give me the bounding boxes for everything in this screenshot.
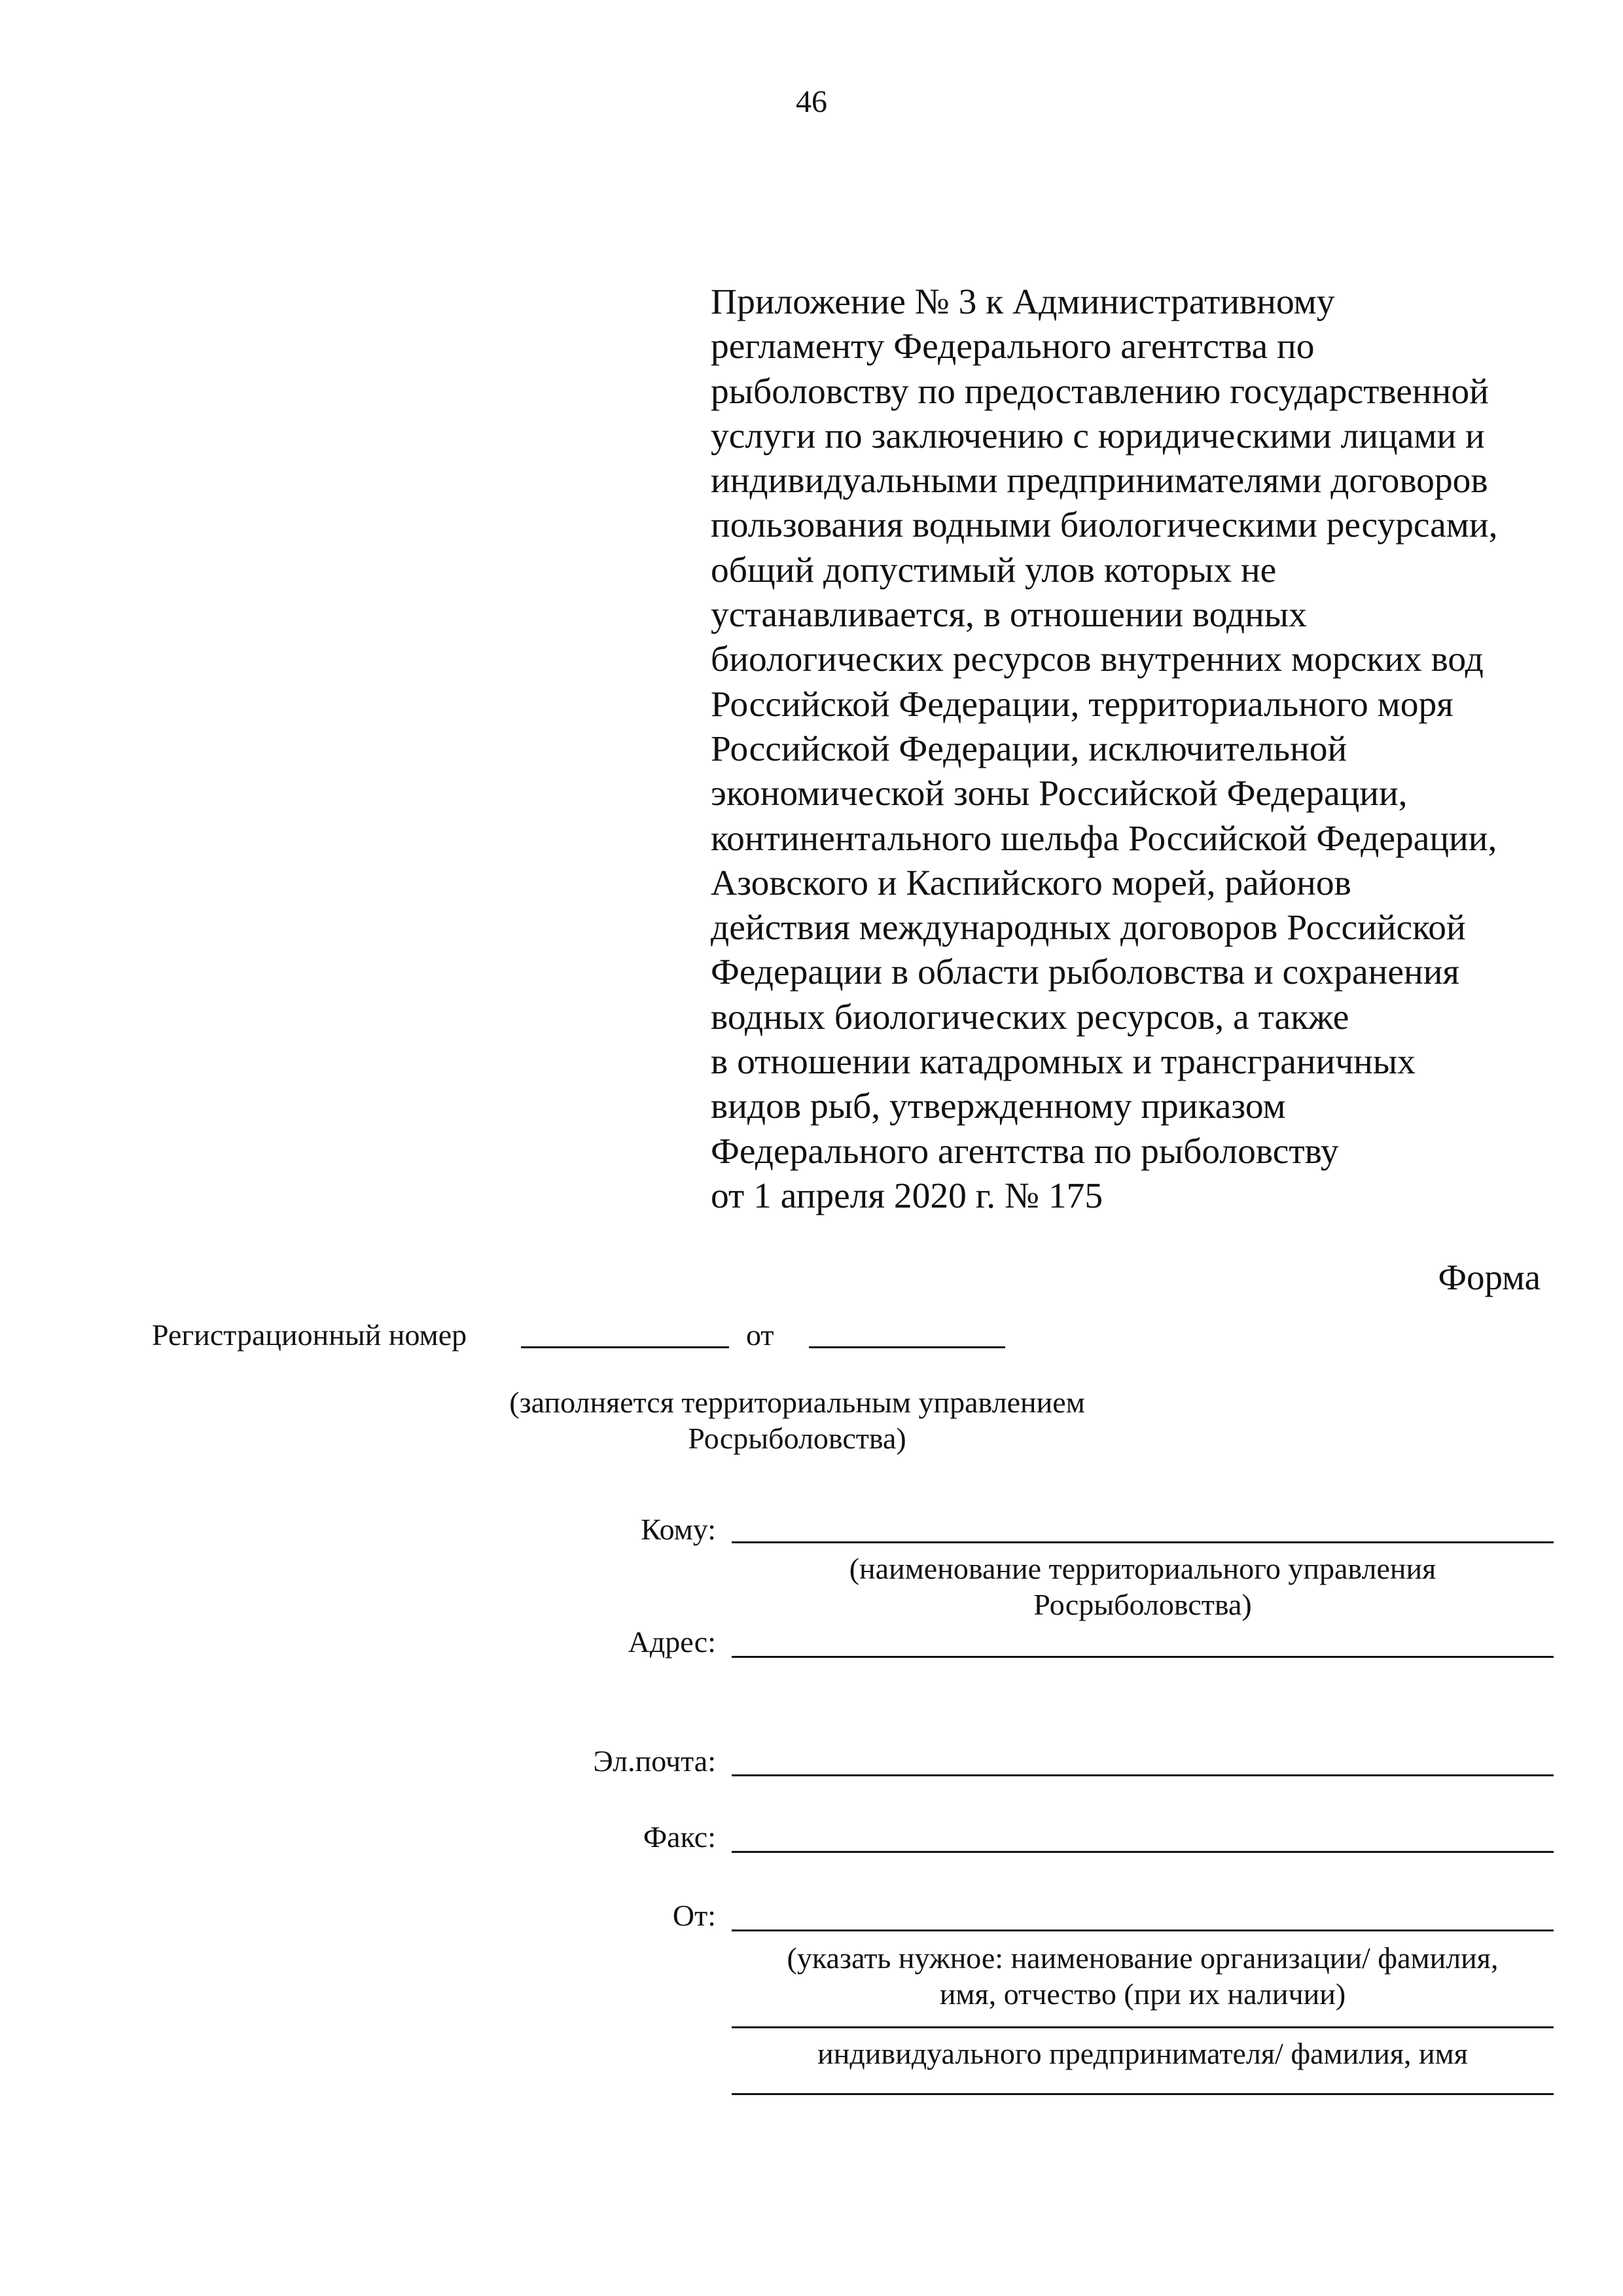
address-field[interactable] <box>732 1656 1554 1658</box>
appendix-line: биологических ресурсов внутренних морских вод <box>711 639 1484 680</box>
appendix-line: в отношении катадромных и трансграничных <box>711 1042 1416 1083</box>
appendix-line: водных биологических ресурсов, а также <box>711 997 1349 1037</box>
email-label: Эл.почта: <box>593 1744 716 1778</box>
registration-from-label: от <box>746 1318 774 1352</box>
from-field-line2[interactable] <box>732 2026 1554 2028</box>
appendix-line: от 1 апреля 2020 г. № 175 <box>711 1175 1103 1216</box>
appendix-line: Российской Федерации, территориального моря <box>711 684 1454 725</box>
appendix-line: общий допустимый улов которых не <box>711 550 1277 590</box>
email-field[interactable] <box>732 1774 1554 1776</box>
to-label: Кому: <box>641 1513 716 1546</box>
appendix-line: Российской Федерации, исключительной <box>711 728 1347 769</box>
from-note-line1: (указать нужное: наименование организации/ фамилия, <box>787 1941 1499 1975</box>
appendix-line: индивидуальными предпринимателями договоров <box>711 461 1488 501</box>
from-label: От: <box>672 1899 716 1932</box>
appendix-line: Приложение № 3 к Административному <box>711 282 1335 322</box>
from-field[interactable] <box>732 1929 1554 1931</box>
appendix-header <box>711 280 1588 1219</box>
appendix-line: континентального шельфа Российской Федерации, <box>711 818 1497 859</box>
appendix-line: Азовского и Каспийского морей, районов <box>711 863 1351 903</box>
appendix-line: Федерации в области рыболовства и сохранения <box>711 952 1459 993</box>
to-note-line2: Росрыболовства) <box>1033 1588 1252 1621</box>
appendix-line: видов рыб, утвержденному приказом <box>711 1086 1286 1127</box>
from-note-line2: имя, отчество (при их наличии) <box>939 1977 1346 2011</box>
to-note-line1: (наименование территориального управления <box>849 1552 1436 1585</box>
fax-field[interactable] <box>732 1851 1554 1853</box>
appendix-line: Федерального агентства по рыболовству <box>711 1131 1339 1172</box>
registration-note-line1: (заполняется территориальным управлением <box>509 1386 1085 1419</box>
form-label: Форма <box>1438 1257 1541 1297</box>
appendix-line: пользования водными биологическими ресурсами, <box>711 505 1498 546</box>
appendix-line: действия международных договоров Российской <box>711 908 1466 948</box>
address-label: Адрес: <box>628 1625 716 1659</box>
page-number: 46 <box>796 84 827 119</box>
registration-date-field[interactable] <box>809 1346 1005 1348</box>
registration-note-line2: Росрыболовства) <box>688 1422 906 1455</box>
appendix-line: рыболовству по предоставлению государственной <box>711 371 1489 412</box>
from-field-line3[interactable] <box>732 2093 1554 2095</box>
fax-label: Факс: <box>643 1820 716 1854</box>
appendix-line: услуги по заключению с юридическими лицами и <box>711 416 1485 456</box>
registration-label: Регистрационный номер <box>152 1318 467 1352</box>
registration-number-field[interactable] <box>521 1346 729 1348</box>
from-note-line3: индивидуального предпринимателя/ фамилия, имя <box>817 2037 1468 2070</box>
appendix-line: экономической зоны Российской Федерации, <box>711 774 1408 814</box>
to-field[interactable] <box>732 1541 1554 1543</box>
appendix-line: регламенту Федерального агентства по <box>711 327 1315 367</box>
appendix-line: устанавливается, в отношении водных <box>711 595 1307 636</box>
